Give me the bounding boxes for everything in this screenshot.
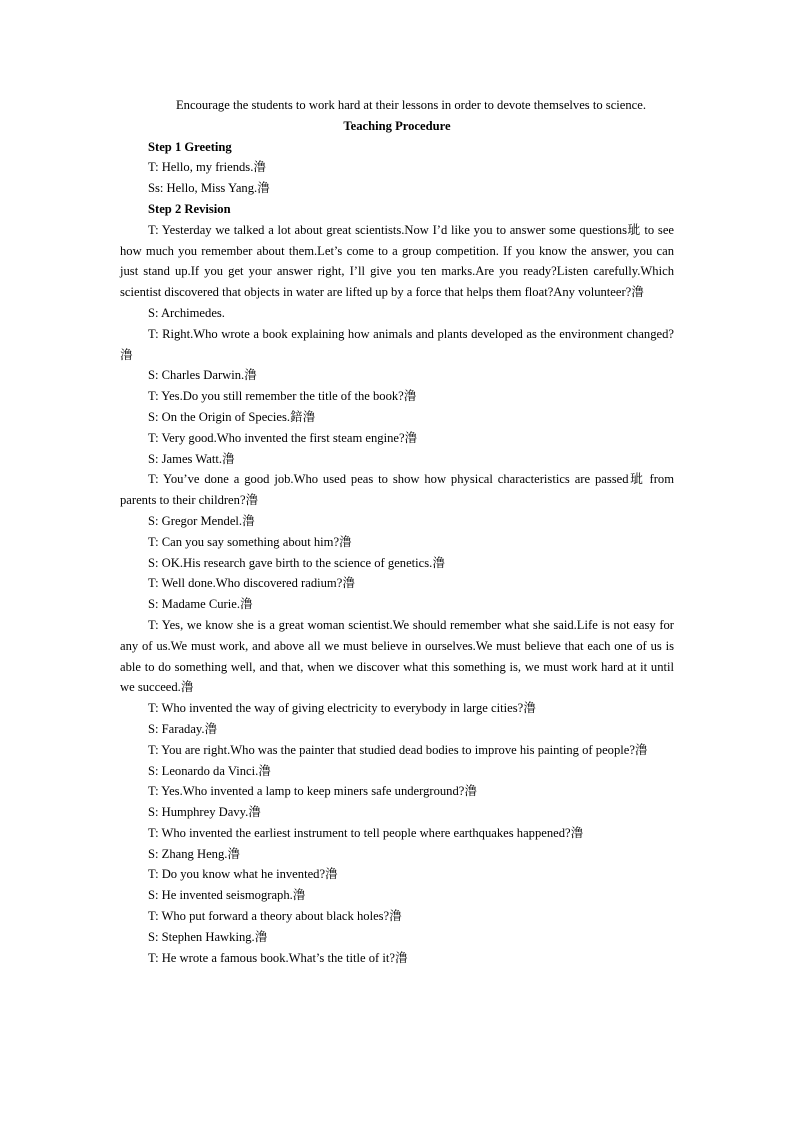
dialogue-line: T: Yes.Do you still remember the title of the book?澛 bbox=[148, 389, 417, 404]
dialogue-line: S: James Watt.澛 bbox=[148, 451, 235, 466]
dialogue-line: T: Yes.Who invented a lamp to keep miners safe underground?澛 bbox=[148, 784, 477, 799]
intro-text: Encourage the students to work hard at their lessons in order to devote themselves to science. bbox=[175, 98, 647, 112]
dialogue-line: S: OK.His research gave birth to the science of genetics.澛 bbox=[148, 555, 445, 570]
dialogue-line: T: Who invented the earliest instrument to tell people where earthquakes happened?澛 bbox=[148, 825, 584, 840]
dialogue-line: S: Charles Darwin.澛 bbox=[148, 368, 257, 383]
dialogue-line: T: Right.Who wrote a book explaining how animals and plants developed as the environment changed?澛 bbox=[120, 326, 674, 362]
document-body bbox=[120, 137, 674, 969]
dialogue-line: T: He wrote a famous book.What’s the title of it?澛 bbox=[148, 950, 408, 965]
dialogue-line: Ss: Hello, Miss Yang.澛 bbox=[148, 181, 270, 196]
dialogue-line: T: Hello, my friends.澛 bbox=[148, 160, 266, 175]
step-heading: Step 2 Revision bbox=[148, 201, 231, 216]
dialogue-line: S: Gregor Mendel.澛 bbox=[148, 513, 255, 528]
dialogue-line: T: Very good.Who invented the first steam engine?澛 bbox=[148, 430, 418, 445]
dialogue-line: S: Zhang Heng.澛 bbox=[148, 846, 240, 861]
dialogue-line: T: Yesterday we talked a lot about great scientists.Now I’d like you to answer some questions玼 to see how much you remember about them.Let’s come to a group competition. If you know the answer, you can just stand up.If you get your answer right, I’ll give you ten marks.Are you ready?Listen carefully.Which scientist discovered that objects in water are lifted up by a force that helps them float?Any volunteer?澛 bbox=[120, 222, 674, 300]
dialogue-line: S: Humphrey Davy.澛 bbox=[148, 805, 261, 820]
dialogue-line: S: Madame Curie.澛 bbox=[148, 597, 253, 612]
dialogue-line: S: Stephen Hawking.澛 bbox=[148, 929, 268, 944]
dialogue-line: T: Who put forward a theory about black holes?澛 bbox=[148, 909, 402, 924]
dialogue-line: S: He invented seismograph.澛 bbox=[148, 888, 306, 903]
dialogue-line: S: Archimedes. bbox=[148, 305, 225, 320]
dialogue-line: T: You are right.Who was the painter that studied dead bodies to improve his painting of people?澛 bbox=[148, 742, 648, 757]
section-title: Teaching Procedure bbox=[343, 118, 451, 133]
dialogue-line: T: Who invented the way of giving electricity to everybody in large cities?澛 bbox=[148, 701, 536, 716]
dialogue-line: S: Leonardo da Vinci.澛 bbox=[148, 763, 271, 778]
step-heading: Step 1 Greeting bbox=[148, 139, 232, 154]
dialogue-line: T: Do you know what he invented?澛 bbox=[148, 867, 338, 882]
dialogue-line: S: Faraday.澛 bbox=[148, 721, 218, 736]
dialogue-line: T: You’ve done a good job.Who used peas to show how physical characteristics are passed玼 from parents to their children?澛 bbox=[120, 472, 674, 508]
dialogue-line: T: Can you say something about him?澛 bbox=[148, 534, 352, 549]
dialogue-line: T: Well done.Who discovered radium?澛 bbox=[148, 576, 355, 591]
dialogue-line: T: Yes, we know she is a great woman scientist.We should remember what she said.Life is not easy for any of us.We must work, and above all we must believe in ourselves.We must believe that each one of us is able to do something well, and that, when we discover what this something is, we must work hard at it until we succeed.澛 bbox=[120, 617, 674, 695]
dialogue-line: S: On the Origin of Species.錇澛 bbox=[148, 409, 316, 424]
